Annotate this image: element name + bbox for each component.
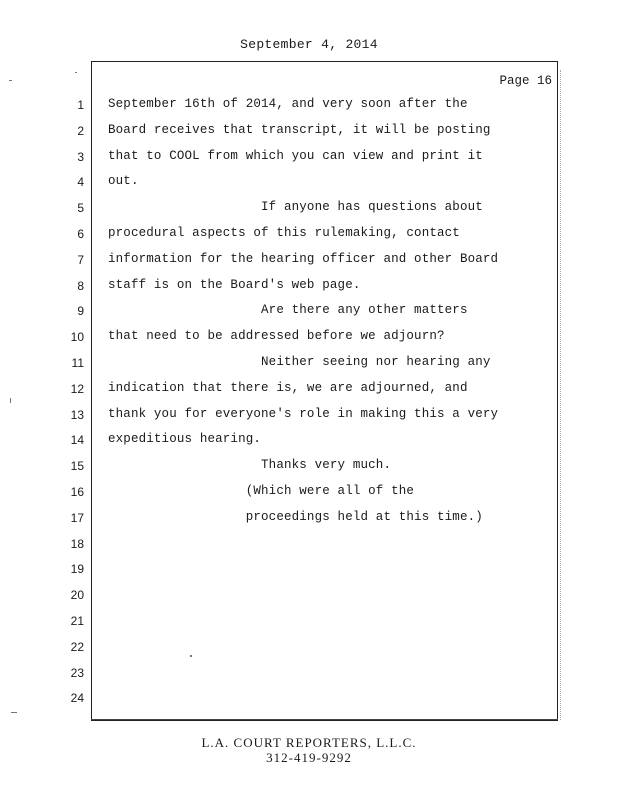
line-text: Neither seeing nor hearing any xyxy=(108,355,491,369)
line-text: thank you for everyone's role in making this a very xyxy=(108,406,499,421)
header-date: September 4, 2014 xyxy=(240,37,378,52)
frame-bottom-rule xyxy=(91,719,558,720)
line-number: 6 xyxy=(77,227,84,241)
line-number: 13 xyxy=(70,407,84,422)
footer-company: L.A. COURT REPORTERS, L.L.C. xyxy=(201,735,417,750)
line-number: 11 xyxy=(71,356,84,370)
footer-phone: 312-419-9292 xyxy=(266,750,352,765)
line-text: If anyone has questions about xyxy=(108,200,483,215)
line-number: 16 xyxy=(70,485,84,499)
line-number: 24 xyxy=(70,691,84,706)
line-number: 10 xyxy=(70,330,84,345)
line-text: (Which were all of the xyxy=(108,484,415,498)
line-number: 9 xyxy=(77,304,84,319)
line-text: that need to be addressed before we adjourn? xyxy=(108,329,445,344)
line-number: 14 xyxy=(70,433,84,448)
line-number: 8 xyxy=(77,278,84,293)
line-number: 15 xyxy=(70,459,84,474)
scan-speck xyxy=(9,80,12,81)
line-number: 3 xyxy=(77,149,84,164)
line-number: 18 xyxy=(70,536,84,551)
line-number: 4 xyxy=(77,175,84,190)
line-number: 5 xyxy=(77,201,84,216)
line-number: 20 xyxy=(70,588,84,603)
line-text: Thanks very much. xyxy=(108,458,392,473)
line-text: Are there any other matters xyxy=(108,303,468,318)
line-number: 1 xyxy=(77,98,84,112)
line-number: 23 xyxy=(70,665,84,680)
line-number: 17 xyxy=(70,510,84,525)
line-text: proceedings held at this time.) xyxy=(108,509,483,524)
line-text: procedural aspects of this rulemaking, contact xyxy=(108,226,460,240)
line-text: expeditious hearing. xyxy=(108,432,262,447)
line-text: information for the hearing officer and other Board xyxy=(108,251,499,266)
scan-speck xyxy=(10,398,11,403)
line-text: staff is on the Board's web page. xyxy=(108,277,361,292)
line-number: 21 xyxy=(70,614,84,628)
line-number: 7 xyxy=(77,252,84,267)
line-text: Board receives that transcript, it will be posting xyxy=(108,122,491,137)
line-text: that to COOL from which you can view and print it xyxy=(108,148,483,163)
scan-speck xyxy=(75,72,77,73)
line-text: out. xyxy=(108,174,139,189)
page-number: Page 16 xyxy=(499,74,552,88)
line-number: 12 xyxy=(70,381,84,396)
line-text: September 16th of 2014, and very soon after the xyxy=(108,97,468,111)
scan-speck xyxy=(11,712,17,713)
scan-speck xyxy=(190,655,192,657)
line-number: 19 xyxy=(70,562,84,577)
line-text: indication that there is, we are adjourned, and xyxy=(108,380,468,395)
line-number: 2 xyxy=(77,123,84,138)
dotted-right-edge xyxy=(560,70,561,720)
line-number: 22 xyxy=(70,639,84,654)
